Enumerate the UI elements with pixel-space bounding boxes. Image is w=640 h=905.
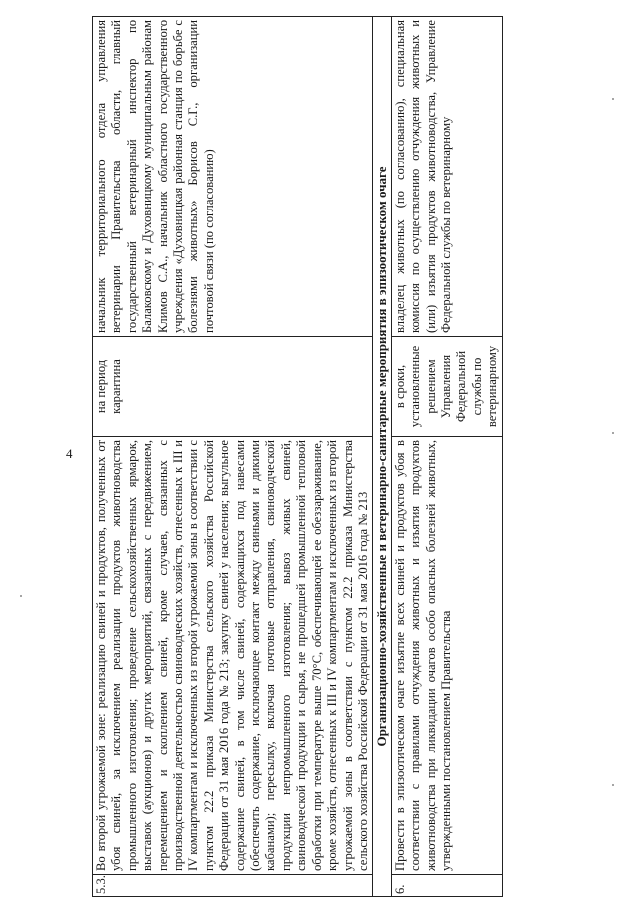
scan-speck <box>612 432 614 434</box>
scan-speck <box>20 595 22 597</box>
section-header-row <box>373 17 391 897</box>
measures-table <box>92 16 503 897</box>
row-number: 5.3. <box>93 875 373 897</box>
responsible-text: начальник территориального отдела управления ветеринарии Правительства области, главный государственный ветеринарный инспектор по Балаковскому и Духовницкому муниципальным районам Климов С.А., начальник областного государственного учреждения «Духовницкая районная станция по борьбе с болезнями животных» Борисов С.Г., организации почтовой связи (по согласованию) <box>93 17 373 337</box>
term-text: на период карантина <box>93 337 373 437</box>
measure-text: Провести в эпизоотическом очаге изъятие всех свиней и продуктов убоя в соответствии с правилами отчуждения животных и изъятия продуктов животноводства при ликвидации очагов особо опасных болезней животных, утвержденными постановлением Правительства <box>391 437 502 875</box>
rotated-page-content <box>92 17 612 897</box>
scan-speck <box>612 98 614 100</box>
measure-text: Во второй угрожаемой зоне: реализацию свиней и продуктов, полученных от убоя свиней, за исключением реализации продуктов животноводства промышленного изготовления; проведение сельскохозяйственных ярмарок, выставок (аукционов) и других мероприятий, связанных с передвижением, перемещением и скоплением свиней, кроме случаев, связанных с производственной деятельностью свиноводческих хозяйств, отнесенных к III и IV компартментам и исключенных из второй угрожаемой зоны в соответствии с пунктом 22.2 приказа Министерства сельского хозяйства Российской Федерации от 31 мая 2016 года № 213; закупку свиней у населения; выгульное содержание свиней, в том числе свиней, содержащихся под навесами (обеспечить содержание, исключающее контакт между свиньями и дикими кабанами); пересылку, включая почтовые отправления, свиноводческой продукции непромышленного изготовления; вывоз живых свиней, свиноводческой продукции и сырья, не прошедшей промышленной тепловой обработки при температуре выше 70°С, обеспечивающей ее обеззараживание, кроме хозяйств, отнесенных к III и IV компартментам и исключенных из второй угрожаемой зоны в соответствии с пунктом 22.2 приказа Министерства сельского хозяйства Российской Федерации от 31 мая 2016 года № 213 <box>93 437 373 875</box>
row-number: 6. <box>391 875 502 897</box>
term-text: в сроки, установленные решением Управления Федеральной службы по ветеринарному <box>391 337 502 437</box>
page-number: 4 <box>66 446 73 461</box>
scan-speck <box>612 784 614 786</box>
section-title: Организационно-хозяйственные и ветеринарно-санитарные мероприятия в эпизоотическом очаге <box>373 17 391 897</box>
table-row <box>93 17 373 897</box>
responsible-text: владелец животных (по согласованию), специальная комиссия по осуществлению отчуждения животных и (или) изъятия продуктов животноводства, Управление Федеральной службы по ветеринарному <box>391 17 502 337</box>
table-row <box>391 17 502 897</box>
